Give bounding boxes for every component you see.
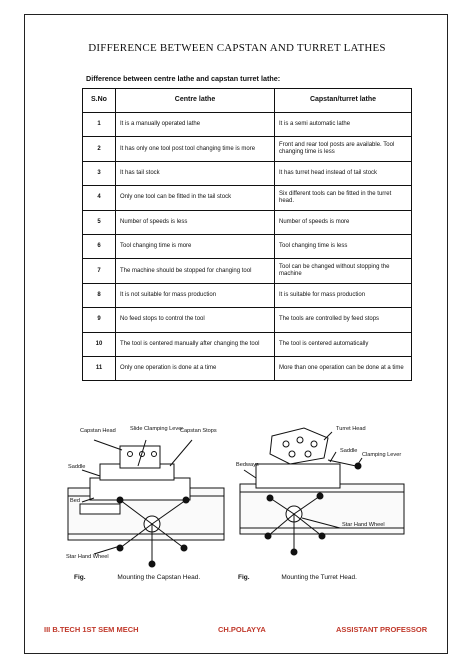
left-caption-text: Mounting the Capstan Head. [117, 574, 201, 581]
cell-capstan: Six different tools can be fitted in the turret head. [275, 186, 412, 210]
right-caption-text: Mounting the Turret Head. [281, 574, 357, 581]
table-row [83, 137, 412, 161]
label-clamping-lever: Clamping Lever [362, 452, 402, 458]
cell-centre: Only one tool can be fitted in the tail stock [116, 186, 275, 210]
cell-sno: 5 [83, 210, 116, 234]
cell-capstan: Front and rear tool posts are available. Tool changing time is less [275, 137, 412, 161]
footer-designation: ASSISTANT PROFESSOR [336, 625, 428, 634]
label-bed: Bed [70, 498, 80, 504]
label-saddle: Saddle [68, 464, 86, 470]
cell-centre: It has only one tool post tool changing time is more [116, 137, 275, 161]
cell-sno: 11 [83, 356, 116, 380]
label-star-hand-wheel: Star Hand Wheel [66, 554, 109, 560]
cell-capstan: It is a semi automatic lathe [275, 113, 412, 137]
cell-centre: It has tail stock [116, 161, 275, 185]
left-fig-label: Fig. [74, 574, 86, 581]
comparison-table [82, 88, 412, 381]
table-row [83, 234, 412, 258]
cell-centre: The tool is centered manually after changing the tool [116, 332, 275, 356]
left-figure-caption [74, 574, 200, 581]
right-fig-label: Fig. [238, 574, 250, 581]
table-row [83, 210, 412, 234]
cell-sno: 8 [83, 283, 116, 307]
page-title: DIFFERENCE BETWEEN CAPSTAN AND TURRET LATHES [88, 42, 386, 54]
cell-capstan: More than one operation can be done at a time [275, 356, 412, 380]
cell-capstan: Tool changing time is less [275, 234, 412, 258]
turret-head-figure [232, 418, 410, 594]
label-saddle: Saddle [340, 448, 358, 454]
footer-author: CH.POLAYYA [218, 625, 266, 634]
header-sno: S.No [83, 89, 116, 113]
cell-sno: 9 [83, 308, 116, 332]
cell-capstan: The tool is centered automatically [275, 332, 412, 356]
table-subtitle: Difference between centre lathe and capstan turret lathe: [86, 74, 281, 83]
cell-capstan: It is suitable for mass production [275, 283, 412, 307]
label-star-hand-wheel: Star Hand Wheel [342, 522, 385, 528]
capstan-head-figure [60, 418, 230, 594]
cell-centre: No feed stops to control the tool [116, 308, 275, 332]
label-capstan-stops: Capstan Stops [180, 428, 217, 434]
table-row [83, 356, 412, 380]
table-row [83, 186, 412, 210]
cell-sno: 1 [83, 113, 116, 137]
label-bedways: Bedways [236, 462, 259, 468]
header-capstan-turret-lathe: Capstan/turret lathe [275, 89, 412, 113]
cell-sno: 4 [83, 186, 116, 210]
table-row [83, 332, 412, 356]
cell-sno: 3 [83, 161, 116, 185]
cell-centre: Tool changing time is more [116, 234, 275, 258]
cell-sno: 7 [83, 259, 116, 283]
table-row [83, 259, 412, 283]
cell-capstan: Tool can be changed without stopping the machine [275, 259, 412, 283]
table-row [83, 113, 412, 137]
table-row [83, 161, 412, 185]
cell-capstan: The tools are controlled by feed stops [275, 308, 412, 332]
cell-centre: Only one operation is done at a time [116, 356, 275, 380]
table-header-row [83, 89, 412, 113]
label-slide-clamping-lever: Slide Clamping Lever [130, 426, 184, 432]
right-figure-caption [238, 574, 357, 581]
cell-capstan: It has turret head instead of tail stock [275, 161, 412, 185]
table-row [83, 283, 412, 307]
label-capstan-head: Capstan Head [80, 428, 116, 434]
cell-centre: The machine should be stopped for changing tool [116, 259, 275, 283]
header-centre-lathe: Centre lathe [116, 89, 275, 113]
label-turret-head: Turret Head [336, 426, 366, 432]
table-row [83, 308, 412, 332]
cell-sno: 10 [83, 332, 116, 356]
cell-sno: 6 [83, 234, 116, 258]
cell-centre: It is a manually operated lathe [116, 113, 275, 137]
cell-sno: 2 [83, 137, 116, 161]
cell-capstan: Number of speeds is more [275, 210, 412, 234]
cell-centre: Number of speeds is less [116, 210, 275, 234]
footer-course: III B.TECH 1ST SEM MECH [44, 625, 139, 634]
cell-centre: It is not suitable for mass production [116, 283, 275, 307]
